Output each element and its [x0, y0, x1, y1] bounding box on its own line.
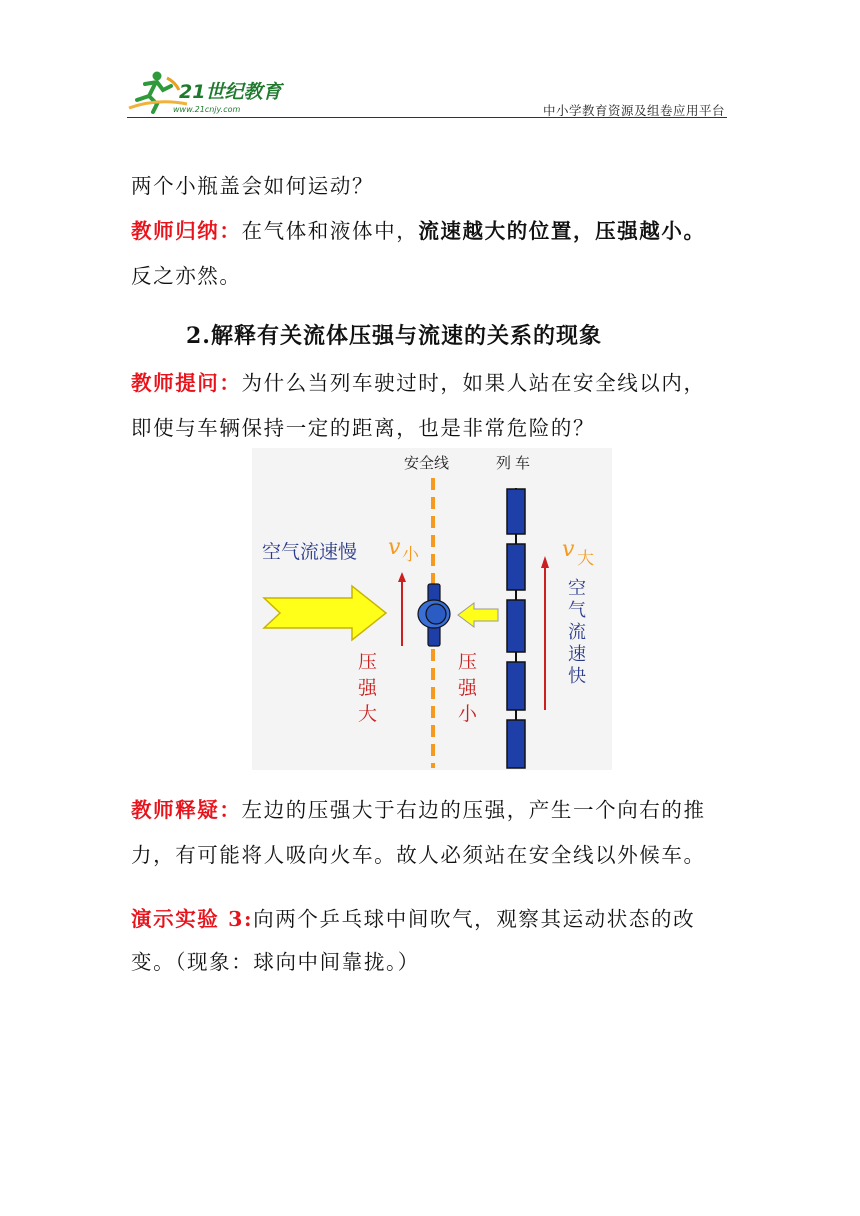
logo-text: 21世纪教育: [179, 81, 282, 103]
svg-text:小: 小: [458, 703, 478, 725]
train-car: [507, 662, 525, 710]
paragraph-1: 两个小瓶盖会如何运动？: [131, 174, 375, 198]
air-slow-label: 空气流速慢: [262, 541, 358, 563]
paragraph-question-1: [131, 366, 706, 396]
paragraph-question-2: 即使与车辆保持一定的距离，也是非常危险的？: [131, 416, 596, 440]
section-heading: 2.解释有关流体压强与流速的关系的现象: [186, 323, 602, 349]
svg-text:压: 压: [358, 651, 378, 673]
svg-text:空: 空: [568, 578, 586, 599]
pressure-small-label: [458, 651, 478, 725]
paragraph-summary: [131, 214, 706, 244]
v-small-sub: 小: [402, 545, 419, 565]
flow-arrow-left: [398, 572, 406, 646]
big-push-arrow: [264, 586, 386, 640]
logo-url: www.21cnjy.com: [173, 105, 241, 114]
demo-label: 演示实验 3:: [131, 907, 254, 931]
pressure-big-label: [358, 651, 378, 725]
person-icon: [418, 584, 450, 646]
svg-text:强: 强: [358, 677, 378, 699]
platform-title: 中小学教育资源及组卷应用平台: [542, 103, 725, 118]
svg-text:强: 强: [458, 677, 478, 699]
train-car: [507, 544, 525, 590]
svg-text:流: 流: [568, 622, 586, 643]
question-text-1: 为什么当列车驶过时，如果人站在安全线以内，: [241, 371, 706, 395]
svg-text:大: 大: [358, 703, 378, 725]
svg-text:速: 速: [568, 644, 586, 665]
paragraph-3: 反之亦然。: [131, 264, 242, 288]
teacher-question-label: 教师提问：: [131, 371, 242, 395]
svg-text:快: 快: [568, 666, 586, 687]
v-big-sub: 大: [577, 549, 594, 569]
demo-text-1: 向两个乒乓球中间吹气，观察其运动状态的改: [253, 907, 696, 931]
air-fast-label: [568, 578, 586, 687]
train-car: [507, 489, 525, 534]
train-label: 列车: [496, 454, 535, 472]
train: [507, 488, 525, 768]
header-rule: [127, 117, 727, 118]
logo: [127, 68, 297, 116]
paragraph-explain-2: 力，有可能将人吸向火车。故人必须站在安全线以外候车。: [131, 843, 706, 867]
summary-bold: 流速越大的位置，压强越小。: [418, 219, 706, 243]
v-small-symbol: v: [388, 535, 401, 560]
paragraph-demo-1: [131, 902, 695, 932]
teacher-explain-label: 教师释疑：: [131, 798, 242, 822]
flow-arrow-right: [541, 556, 549, 710]
page-header: [127, 68, 727, 118]
paragraph-explain-1: [131, 793, 706, 823]
svg-text:气: 气: [568, 600, 586, 621]
paragraph-demo-2: 变。（现象：球向中间靠拢。）: [131, 950, 420, 974]
teacher-summary-label: 教师归纳：: [131, 219, 242, 243]
explain-text-1: 左边的压强大于右边的压强，产生一个向右的推: [241, 798, 706, 822]
safety-line-label: 安全线: [404, 454, 450, 472]
svg-text:压: 压: [458, 651, 478, 673]
v-big-symbol: v: [562, 537, 575, 562]
train-car: [507, 600, 525, 652]
train-car: [507, 720, 525, 768]
summary-text: 在气体和液体中，: [241, 219, 419, 243]
train-diagram: [252, 448, 612, 770]
small-push-arrow: [458, 603, 498, 627]
